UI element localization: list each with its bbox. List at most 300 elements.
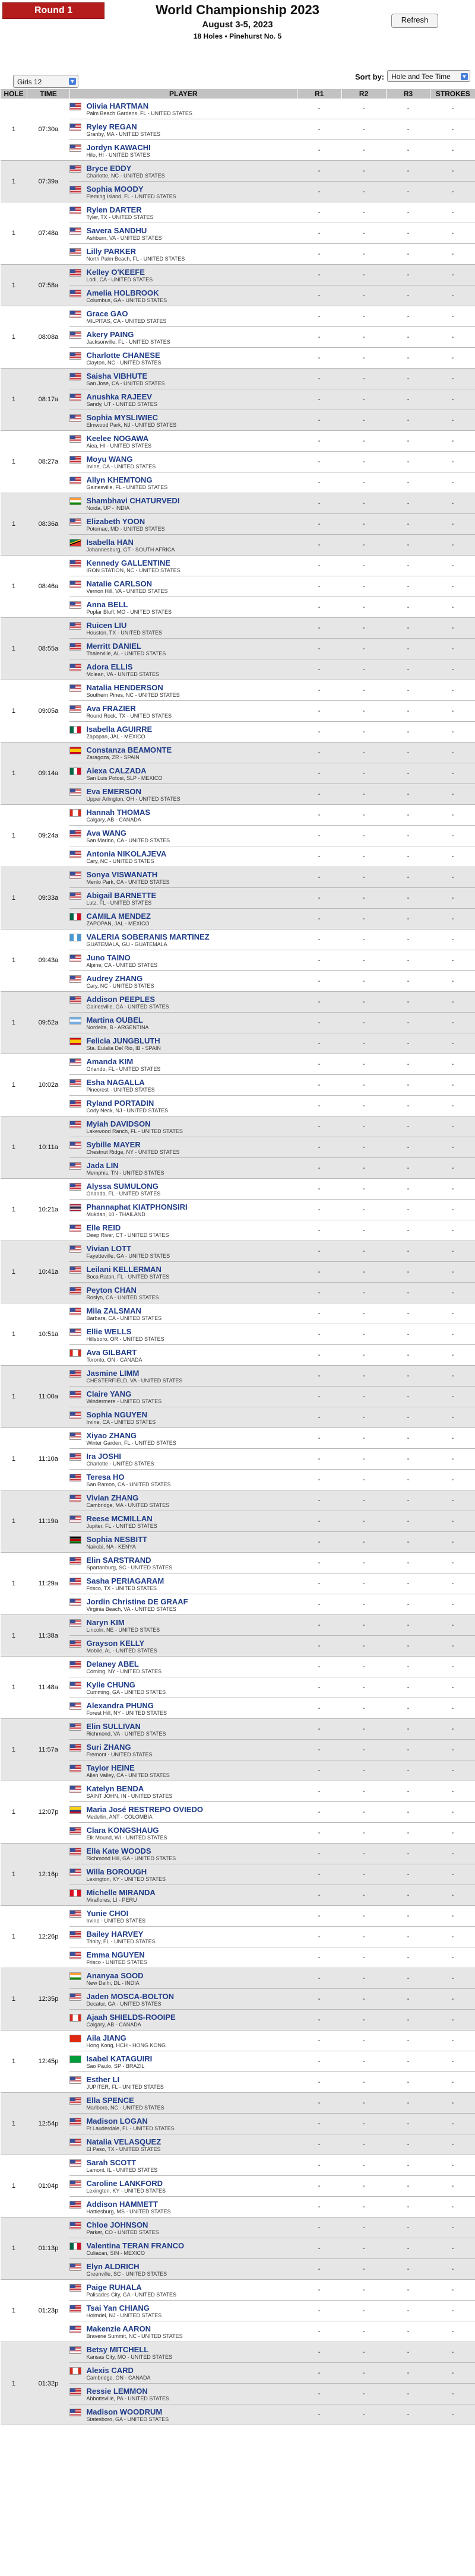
score-r2-cell: - <box>341 2301 386 2321</box>
flag-us-icon <box>69 2180 81 2188</box>
score-r1-cell: - <box>297 1615 341 1636</box>
player-name-link[interactable]: Katelyn BENDA <box>86 1784 144 1793</box>
flag-us-icon <box>69 1162 81 1170</box>
division-select[interactable] <box>13 75 78 88</box>
player-name-link[interactable]: Ava GILBART <box>86 1348 137 1357</box>
player-name-link[interactable]: Vivian ZHANG <box>86 1493 139 1502</box>
player-name-link[interactable]: Kelley O'KEEFE <box>86 268 145 277</box>
score-r1-cell: - <box>297 1303 341 1324</box>
score-strokes-cell: - <box>430 1054 475 1075</box>
score-r3-cell: - <box>386 535 430 556</box>
player-name-link[interactable]: Ella SPENCE <box>86 2096 134 2105</box>
score-strokes-cell: - <box>430 1636 475 1657</box>
player-name-link[interactable]: Shambhavi CHATURVEDI <box>86 496 180 505</box>
player-cell <box>69 1511 297 1532</box>
sort-select[interactable] <box>387 70 470 82</box>
player-location: Sta. Eulalia Del Rio, IB - SPAIN <box>86 1045 161 1051</box>
flag-us-icon <box>69 1432 81 1440</box>
player-name-link[interactable]: Jasmine LIMM <box>86 1369 140 1378</box>
score-r3-cell: - <box>386 1594 430 1615</box>
player-name-link[interactable]: Chloe JOHNSON <box>86 2220 148 2229</box>
flag-mx-icon <box>69 726 81 734</box>
player-cell <box>69 1947 297 1968</box>
player-name-link[interactable]: Maria José RESTREPO OVIEDO <box>86 1805 203 1814</box>
player-name-link[interactable]: Saisha VIBHUTE <box>86 372 148 380</box>
player-name-link[interactable]: Betsy MITCHELL <box>86 2345 149 2354</box>
player-location: Winter Garden, FL - UNITED STATES <box>86 1440 176 1446</box>
score-r3-cell: - <box>386 2051 430 2072</box>
player-name-link[interactable]: Isabella AGUIRRE <box>86 725 153 734</box>
tee-time-cell: 07:48a <box>27 202 69 265</box>
player-name-link[interactable]: Natalie CARLSON <box>86 579 152 588</box>
player-cell <box>69 244 297 265</box>
player-name-link[interactable]: Sophia NESBITT <box>86 1535 147 1544</box>
player-name-link[interactable]: Elyn ALDRICH <box>86 2262 140 2271</box>
score-r3-cell: - <box>386 2197 430 2217</box>
player-name-link[interactable]: Michelle MIRANDA <box>86 1888 156 1897</box>
player-name-link[interactable]: Lilly PARKER <box>86 247 136 256</box>
tee-time-cell: 11:10a <box>27 1428 69 1490</box>
player-name-link[interactable]: Reese MCMILLAN <box>86 1514 153 1523</box>
flag-us-icon <box>69 1224 81 1232</box>
player-cell <box>69 1449 297 1470</box>
score-r2-cell: - <box>341 2031 386 2051</box>
flag-us-icon <box>69 1619 81 1627</box>
hole-cell: 1 <box>1 1781 27 1844</box>
player-name-link[interactable]: Esha NAGALLA <box>86 1078 145 1087</box>
player-name-link[interactable]: Anna BELL <box>86 600 128 609</box>
flag-us-icon <box>69 705 81 713</box>
player-name-link[interactable]: Elle REID <box>86 1223 121 1232</box>
score-r3-cell: - <box>386 1158 430 1179</box>
player-location: Sandy, UT - UNITED STATES <box>86 401 157 407</box>
score-r2-cell: - <box>341 597 386 618</box>
score-r1-cell: - <box>297 2134 341 2155</box>
score-r2-cell: - <box>341 1179 386 1200</box>
tee-time-cell: 07:58a <box>27 265 69 306</box>
player-name-link[interactable]: Makenzie AARON <box>86 2324 151 2333</box>
player-name-link[interactable]: Naryn KIM <box>86 1618 125 1627</box>
score-strokes-cell: - <box>430 784 475 805</box>
player-cell <box>69 929 297 950</box>
score-strokes-cell: - <box>430 161 475 182</box>
table-row <box>1 971 475 992</box>
score-r1-cell: - <box>297 182 341 202</box>
player-location: Nordelta, B - ARGENTINA <box>86 1024 149 1030</box>
flag-mx-icon <box>69 913 81 921</box>
player-name-link[interactable]: Bailey HARVEY <box>86 1930 144 1939</box>
hole-cell: 1 <box>1 161 27 202</box>
score-strokes-cell: - <box>430 1096 475 1116</box>
player-name-link[interactable]: Olivia HARTMAN <box>86 101 149 110</box>
player-name-link[interactable]: Isabella HAN <box>86 538 134 547</box>
player-name-link[interactable]: Ellie WELLS <box>86 1327 132 1336</box>
hole-cell: 1 <box>1 680 27 743</box>
score-strokes-cell: - <box>430 244 475 265</box>
player-name-link[interactable]: Leilani KELLERMAN <box>86 1265 162 1274</box>
player-name-link[interactable]: Jordin Christine DE GRAAF <box>86 1597 188 1606</box>
player-name-link[interactable]: Ruicen LIU <box>86 621 127 630</box>
player-cell <box>69 1781 297 1802</box>
player-name-link[interactable]: Anushka RAJEEV <box>86 392 152 401</box>
table-row <box>1 2363 475 2384</box>
player-name-link[interactable]: Natalia HENDERSON <box>86 683 163 692</box>
player-name-link[interactable]: Sophia NGUYEN <box>86 1410 148 1419</box>
player-name-link[interactable]: Ava FRAZIER <box>86 704 136 713</box>
score-r3-cell: - <box>386 1303 430 1324</box>
player-name-link[interactable]: Esther LI <box>86 2075 120 2084</box>
table-row <box>1 950 475 971</box>
table-row <box>1 1054 475 1075</box>
column-header-time[interactable]: TIME <box>27 89 69 99</box>
player-name-link[interactable]: CAMILA MENDEZ <box>86 912 151 921</box>
player-name-link[interactable]: Vivian LOTT <box>86 1244 132 1253</box>
player-name-link[interactable]: Valentina TERAN FRANCO <box>86 2241 185 2250</box>
score-r2-cell: - <box>341 1968 386 1989</box>
table-row <box>1 410 475 431</box>
column-header-r1[interactable]: R1 <box>297 89 341 99</box>
score-r1-cell: - <box>297 1864 341 1885</box>
score-r2-cell: - <box>341 1033 386 1054</box>
player-name-link[interactable]: Jordyn KAWACHI <box>86 143 151 152</box>
table-row <box>1 909 475 929</box>
player-name-link[interactable]: Antonia NIKOLAJEVA <box>86 849 167 858</box>
player-name-link[interactable]: Grayson KELLY <box>86 1639 145 1648</box>
score-r1-cell: - <box>297 784 341 805</box>
score-r1-cell: - <box>297 223 341 244</box>
score-r2-cell: - <box>341 867 386 888</box>
player-name-link[interactable]: Ressie LEMMON <box>86 2387 148 2396</box>
flag-ca-icon <box>69 1349 81 1357</box>
score-r1-cell: - <box>297 431 341 452</box>
score-r3-cell: - <box>386 431 430 452</box>
score-r3-cell: - <box>386 2134 430 2155</box>
player-location: Elmwood Park, NJ - UNITED STATES <box>86 422 177 428</box>
score-strokes-cell: - <box>430 1324 475 1345</box>
player-name-link[interactable]: Paige RUHALA <box>86 2283 142 2292</box>
player-name-link[interactable]: Sybille MAYER <box>86 1140 141 1149</box>
player-location: Noida, UP - INDIA <box>86 505 130 511</box>
player-name-link[interactable]: Alexis CARD <box>86 2366 134 2375</box>
player-cell <box>69 1594 297 1615</box>
table-row <box>1 680 475 701</box>
player-name-link[interactable]: Abigail BARNETTE <box>86 891 157 900</box>
chevron-down-icon: ▼ <box>461 74 467 80</box>
player-name-link[interactable]: Addison PEEPLES <box>86 995 156 1004</box>
table-row <box>1 1407 475 1428</box>
score-r2-cell: - <box>341 1927 386 1947</box>
player-name-link[interactable]: Constanza BEAMONTE <box>86 745 172 754</box>
flag-mx-icon <box>69 767 81 775</box>
player-name-link[interactable]: Peyton CHAN <box>86 1286 137 1295</box>
player-name-link[interactable]: Clara KONGSHAUG <box>86 1826 159 1835</box>
player-name-link[interactable]: Tsai Yan CHIANG <box>86 2304 150 2312</box>
player-name-link[interactable]: Caroline LANKFORD <box>86 2179 163 2188</box>
score-r3-cell: - <box>386 514 430 535</box>
player-cell <box>69 1200 297 1220</box>
table-row <box>1 1802 475 1823</box>
player-location: Irvine, CA - UNITED STATES <box>86 1419 156 1425</box>
flag-gt-icon <box>69 934 81 941</box>
player-cell <box>69 909 297 929</box>
player-name-link[interactable]: Isabel KATAGUIRI <box>86 2054 153 2063</box>
player-name-link[interactable]: Suri ZHANG <box>86 1743 131 1752</box>
table-row <box>1 1885 475 1906</box>
player-cell <box>69 2051 297 2072</box>
flag-es-icon <box>69 1038 81 1045</box>
score-strokes-cell: - <box>430 846 475 867</box>
column-header-r3[interactable]: R3 <box>386 89 430 99</box>
score-r1-cell: - <box>297 722 341 743</box>
tee-time-cell: 09:24a <box>27 805 69 867</box>
score-r3-cell: - <box>386 826 430 846</box>
column-header-hole[interactable]: HOLE <box>1 89 27 99</box>
flag-ca-icon <box>69 2367 81 2375</box>
score-r3-cell: - <box>386 2031 430 2051</box>
player-name-link[interactable]: Jaden MOSCA-BOLTON <box>86 1992 175 2001</box>
player-name-link[interactable]: Willa BOROUGH <box>86 1867 147 1876</box>
flag-us-icon <box>69 643 81 651</box>
table-row <box>1 1844 475 1864</box>
player-name-link[interactable]: Yunie CHOI <box>86 1909 129 1918</box>
player-name-link[interactable]: Charlotte CHANESE <box>86 351 160 360</box>
hole-cell: 1 <box>1 1366 27 1428</box>
score-r2-cell: - <box>341 2384 386 2404</box>
score-strokes-cell: - <box>430 2342 475 2363</box>
player-name-link[interactable]: Teresa HO <box>86 1473 125 1481</box>
score-r2-cell: - <box>341 2321 386 2342</box>
score-r3-cell: - <box>386 1864 430 1885</box>
table-row <box>1 743 475 763</box>
player-location: Deep River, CT - UNITED STATES <box>86 1232 169 1238</box>
flag-us-icon <box>69 1598 81 1606</box>
player-name-link[interactable]: Eva EMERSON <box>86 787 141 796</box>
score-r1-cell: - <box>297 1283 341 1303</box>
player-cell <box>69 1906 297 1927</box>
player-name-link[interactable]: Ryley REGAN <box>86 122 137 131</box>
column-header-strokes[interactable]: STROKES <box>430 89 475 99</box>
score-strokes-cell: - <box>430 1511 475 1532</box>
table-row <box>1 2176 475 2197</box>
score-r2-cell: - <box>341 992 386 1013</box>
table-row <box>1 2238 475 2259</box>
score-r2-cell: - <box>341 1096 386 1116</box>
player-name-link[interactable]: Amanda KIM <box>86 1057 134 1066</box>
score-r3-cell: - <box>386 846 430 867</box>
player-name-link[interactable]: Sarah SCOTT <box>86 2158 137 2167</box>
hole-cell: 1 <box>1 1615 27 1657</box>
tee-time-cell: 10:21a <box>27 1179 69 1241</box>
player-name-link[interactable]: Martina OUBEL <box>86 1016 143 1024</box>
player-name-link[interactable]: Rylen DARTER <box>86 205 142 214</box>
player-name-link[interactable]: Ryland PORTADIN <box>86 1099 154 1108</box>
score-r3-cell: - <box>386 182 430 202</box>
player-name-link[interactable]: Ava WANG <box>86 829 126 837</box>
score-strokes-cell: - <box>430 763 475 784</box>
player-name-link[interactable]: Mila ZALSMAN <box>86 1306 141 1315</box>
player-cell <box>69 2238 297 2259</box>
player-name-link[interactable]: Delaney ABEL <box>86 1660 139 1668</box>
table-row <box>1 1200 475 1220</box>
score-r1-cell: - <box>297 763 341 784</box>
player-location: Toronto, ON - CANADA <box>86 1357 142 1363</box>
player-cell <box>69 1740 297 1760</box>
hole-cell: 1 <box>1 2031 27 2093</box>
score-r2-cell: - <box>341 244 386 265</box>
flag-us-icon <box>69 871 81 879</box>
player-name-link[interactable]: Ella Kate WOODS <box>86 1847 151 1855</box>
score-strokes-cell: - <box>430 2321 475 2342</box>
player-name-link[interactable]: Ajaah SHIELDS-ROOIPE <box>86 2013 176 2022</box>
player-location: Lincoln, NE - UNITED STATES <box>86 1627 160 1633</box>
player-name-link[interactable]: Grace GAO <box>86 309 128 318</box>
player-name-link[interactable]: Amelia HOLBROOK <box>86 288 159 297</box>
table-row <box>1 1906 475 1927</box>
player-name-link[interactable]: Claire YANG <box>86 1389 132 1398</box>
player-name-link[interactable]: Phannaphat KIATPHONSIRI <box>86 1203 188 1211</box>
player-name-link[interactable]: Jada LIN <box>86 1161 119 1170</box>
score-r3-cell: - <box>386 1947 430 1968</box>
tee-time-cell: 08:08a <box>27 306 69 369</box>
player-name-link[interactable]: Moyu WANG <box>86 455 133 464</box>
hole-cell: 1 <box>1 202 27 265</box>
score-r3-cell: - <box>386 140 430 161</box>
player-cell <box>69 1844 297 1864</box>
flag-us-icon <box>69 1308 81 1315</box>
score-r2-cell: - <box>341 1781 386 1802</box>
player-name-link[interactable]: Madison WOODRUM <box>86 2407 163 2416</box>
column-header-player[interactable]: PLAYER <box>69 89 297 99</box>
player-location: Boca Raton, FL - UNITED STATES <box>86 1274 170 1280</box>
flag-us-icon <box>69 373 81 380</box>
flag-in-icon <box>69 1972 81 1980</box>
player-name-link[interactable]: Natalia VELASQUEZ <box>86 2137 162 2146</box>
player-cell <box>69 2176 297 2197</box>
player-location: Zaragoza, ZR - SPAIN <box>86 754 140 760</box>
player-name-link[interactable]: Aila JIANG <box>86 2033 126 2042</box>
player-name-link[interactable]: Kylie CHUNG <box>86 1680 135 1689</box>
player-name-link[interactable]: Sophia MOODY <box>86 185 144 193</box>
player-name-link[interactable]: VALERIA SOBERANIS MARTINEZ <box>86 932 210 941</box>
score-strokes-cell: - <box>430 2404 475 2425</box>
player-name-link[interactable]: Sophia MYSLIWIEC <box>86 413 159 422</box>
player-name-link[interactable]: Xiyao ZHANG <box>86 1431 137 1440</box>
tee-time-cell: 09:43a <box>27 929 69 992</box>
score-strokes-cell: - <box>430 1823 475 1844</box>
flag-us-icon <box>69 1765 81 1772</box>
player-name-link[interactable]: Elin SULLIVAN <box>86 1722 141 1731</box>
tee-time-cell: 08:27a <box>27 431 69 493</box>
player-name-link[interactable]: Hannah THOMAS <box>86 808 151 817</box>
tee-time-cell: 11:19a <box>27 1490 69 1553</box>
score-r3-cell: - <box>386 452 430 472</box>
player-name-link[interactable]: Akery PAING <box>86 330 134 339</box>
player-cell <box>69 1490 297 1511</box>
player-name-link[interactable]: Merritt DANIEL <box>86 642 141 651</box>
table-row <box>1 1864 475 1885</box>
score-r2-cell: - <box>341 1303 386 1324</box>
score-r3-cell: - <box>386 389 430 410</box>
player-name-link[interactable]: Elizabeth YOON <box>86 517 145 526</box>
score-strokes-cell: - <box>430 2197 475 2217</box>
player-location: Cody Neck, NJ - UNITED STATES <box>86 1108 169 1113</box>
player-name-link[interactable]: Emma NGUYEN <box>86 1950 145 1959</box>
player-cell <box>69 722 297 743</box>
score-strokes-cell: - <box>430 867 475 888</box>
score-strokes-cell: - <box>430 306 475 327</box>
player-name-link[interactable]: Adora ELLIS <box>86 662 133 671</box>
score-r1-cell: - <box>297 1927 341 1947</box>
player-name-link[interactable]: Ira JOSHI <box>86 1452 121 1461</box>
player-name-link[interactable]: Alexandra PHUNG <box>86 1701 154 1710</box>
score-r3-cell: - <box>386 2384 430 2404</box>
player-name-link[interactable]: Addison HAMMETT <box>86 2200 159 2209</box>
round-tab[interactable]: Round 1 <box>2 2 104 19</box>
player-name-link[interactable]: Alyssa SUMULONG <box>86 1182 159 1191</box>
player-name-link[interactable]: Sasha PERIAGARAM <box>86 1576 164 1585</box>
tee-time-cell: 11:57a <box>27 1719 69 1781</box>
score-r3-cell: - <box>386 618 430 639</box>
player-name-link[interactable]: Madison LOGAN <box>86 2117 148 2125</box>
player-name-link[interactable]: Sonya VISWANATH <box>86 870 158 879</box>
score-strokes-cell: - <box>430 2093 475 2114</box>
player-cell <box>69 2093 297 2114</box>
score-r3-cell: - <box>386 410 430 431</box>
score-r3-cell: - <box>386 1698 430 1719</box>
hole-cell: 1 <box>1 99 27 161</box>
player-name-link[interactable]: Felicia JUNGBLUTH <box>86 1036 160 1045</box>
player-location: Potomac, MD - UNITED STATES <box>86 526 165 532</box>
score-r3-cell: - <box>386 161 430 182</box>
player-name-link[interactable]: Juno TAINO <box>86 953 131 962</box>
score-r2-cell: - <box>341 1366 386 1387</box>
score-r2-cell: - <box>341 1844 386 1864</box>
player-name-link[interactable]: Audrey ZHANG <box>86 974 143 983</box>
player-name-link[interactable]: Keelee NOGAWA <box>86 434 149 443</box>
score-r1-cell: - <box>297 2217 341 2238</box>
score-r1-cell: - <box>297 1885 341 1906</box>
score-r2-cell: - <box>341 1532 386 1553</box>
player-name-link[interactable]: Savera SANDHU <box>86 226 147 235</box>
table-row <box>1 1096 475 1116</box>
player-name-link[interactable]: Ananyaa SOOD <box>86 1971 144 1980</box>
player-name-link[interactable]: Alexa CALZADA <box>86 766 147 775</box>
score-strokes-cell: - <box>430 1013 475 1033</box>
table-row <box>1 659 475 680</box>
table-row <box>1 1179 475 1200</box>
column-header-r2[interactable]: R2 <box>341 89 386 99</box>
player-name-link[interactable]: Elin SARSTRAND <box>86 1556 151 1565</box>
score-r2-cell: - <box>341 1947 386 1968</box>
course-info: 18 Holes • Pinehurst No. 5 <box>193 32 282 40</box>
score-strokes-cell: - <box>430 1906 475 1927</box>
score-r3-cell: - <box>386 1324 430 1345</box>
player-name-link[interactable]: Taylor HEINE <box>86 1763 135 1772</box>
hole-cell: 1 <box>1 369 27 431</box>
tee-time-cell: 09:05a <box>27 680 69 743</box>
player-name-link[interactable]: Myiah DAVIDSON <box>86 1119 151 1128</box>
player-name-link[interactable]: Allyn KHEMTONG <box>86 475 153 484</box>
table-row <box>1 1075 475 1096</box>
table-row <box>1 992 475 1013</box>
score-r3-cell: - <box>386 1054 430 1075</box>
player-name-link[interactable]: Kennedy GALLENTINE <box>86 559 171 567</box>
player-cell <box>69 223 297 244</box>
flag-us-icon <box>69 2263 81 2271</box>
player-name-link[interactable]: Bryce EDDY <box>86 164 132 173</box>
score-r2-cell: - <box>341 1428 386 1449</box>
refresh-button[interactable]: Refresh <box>391 14 438 28</box>
